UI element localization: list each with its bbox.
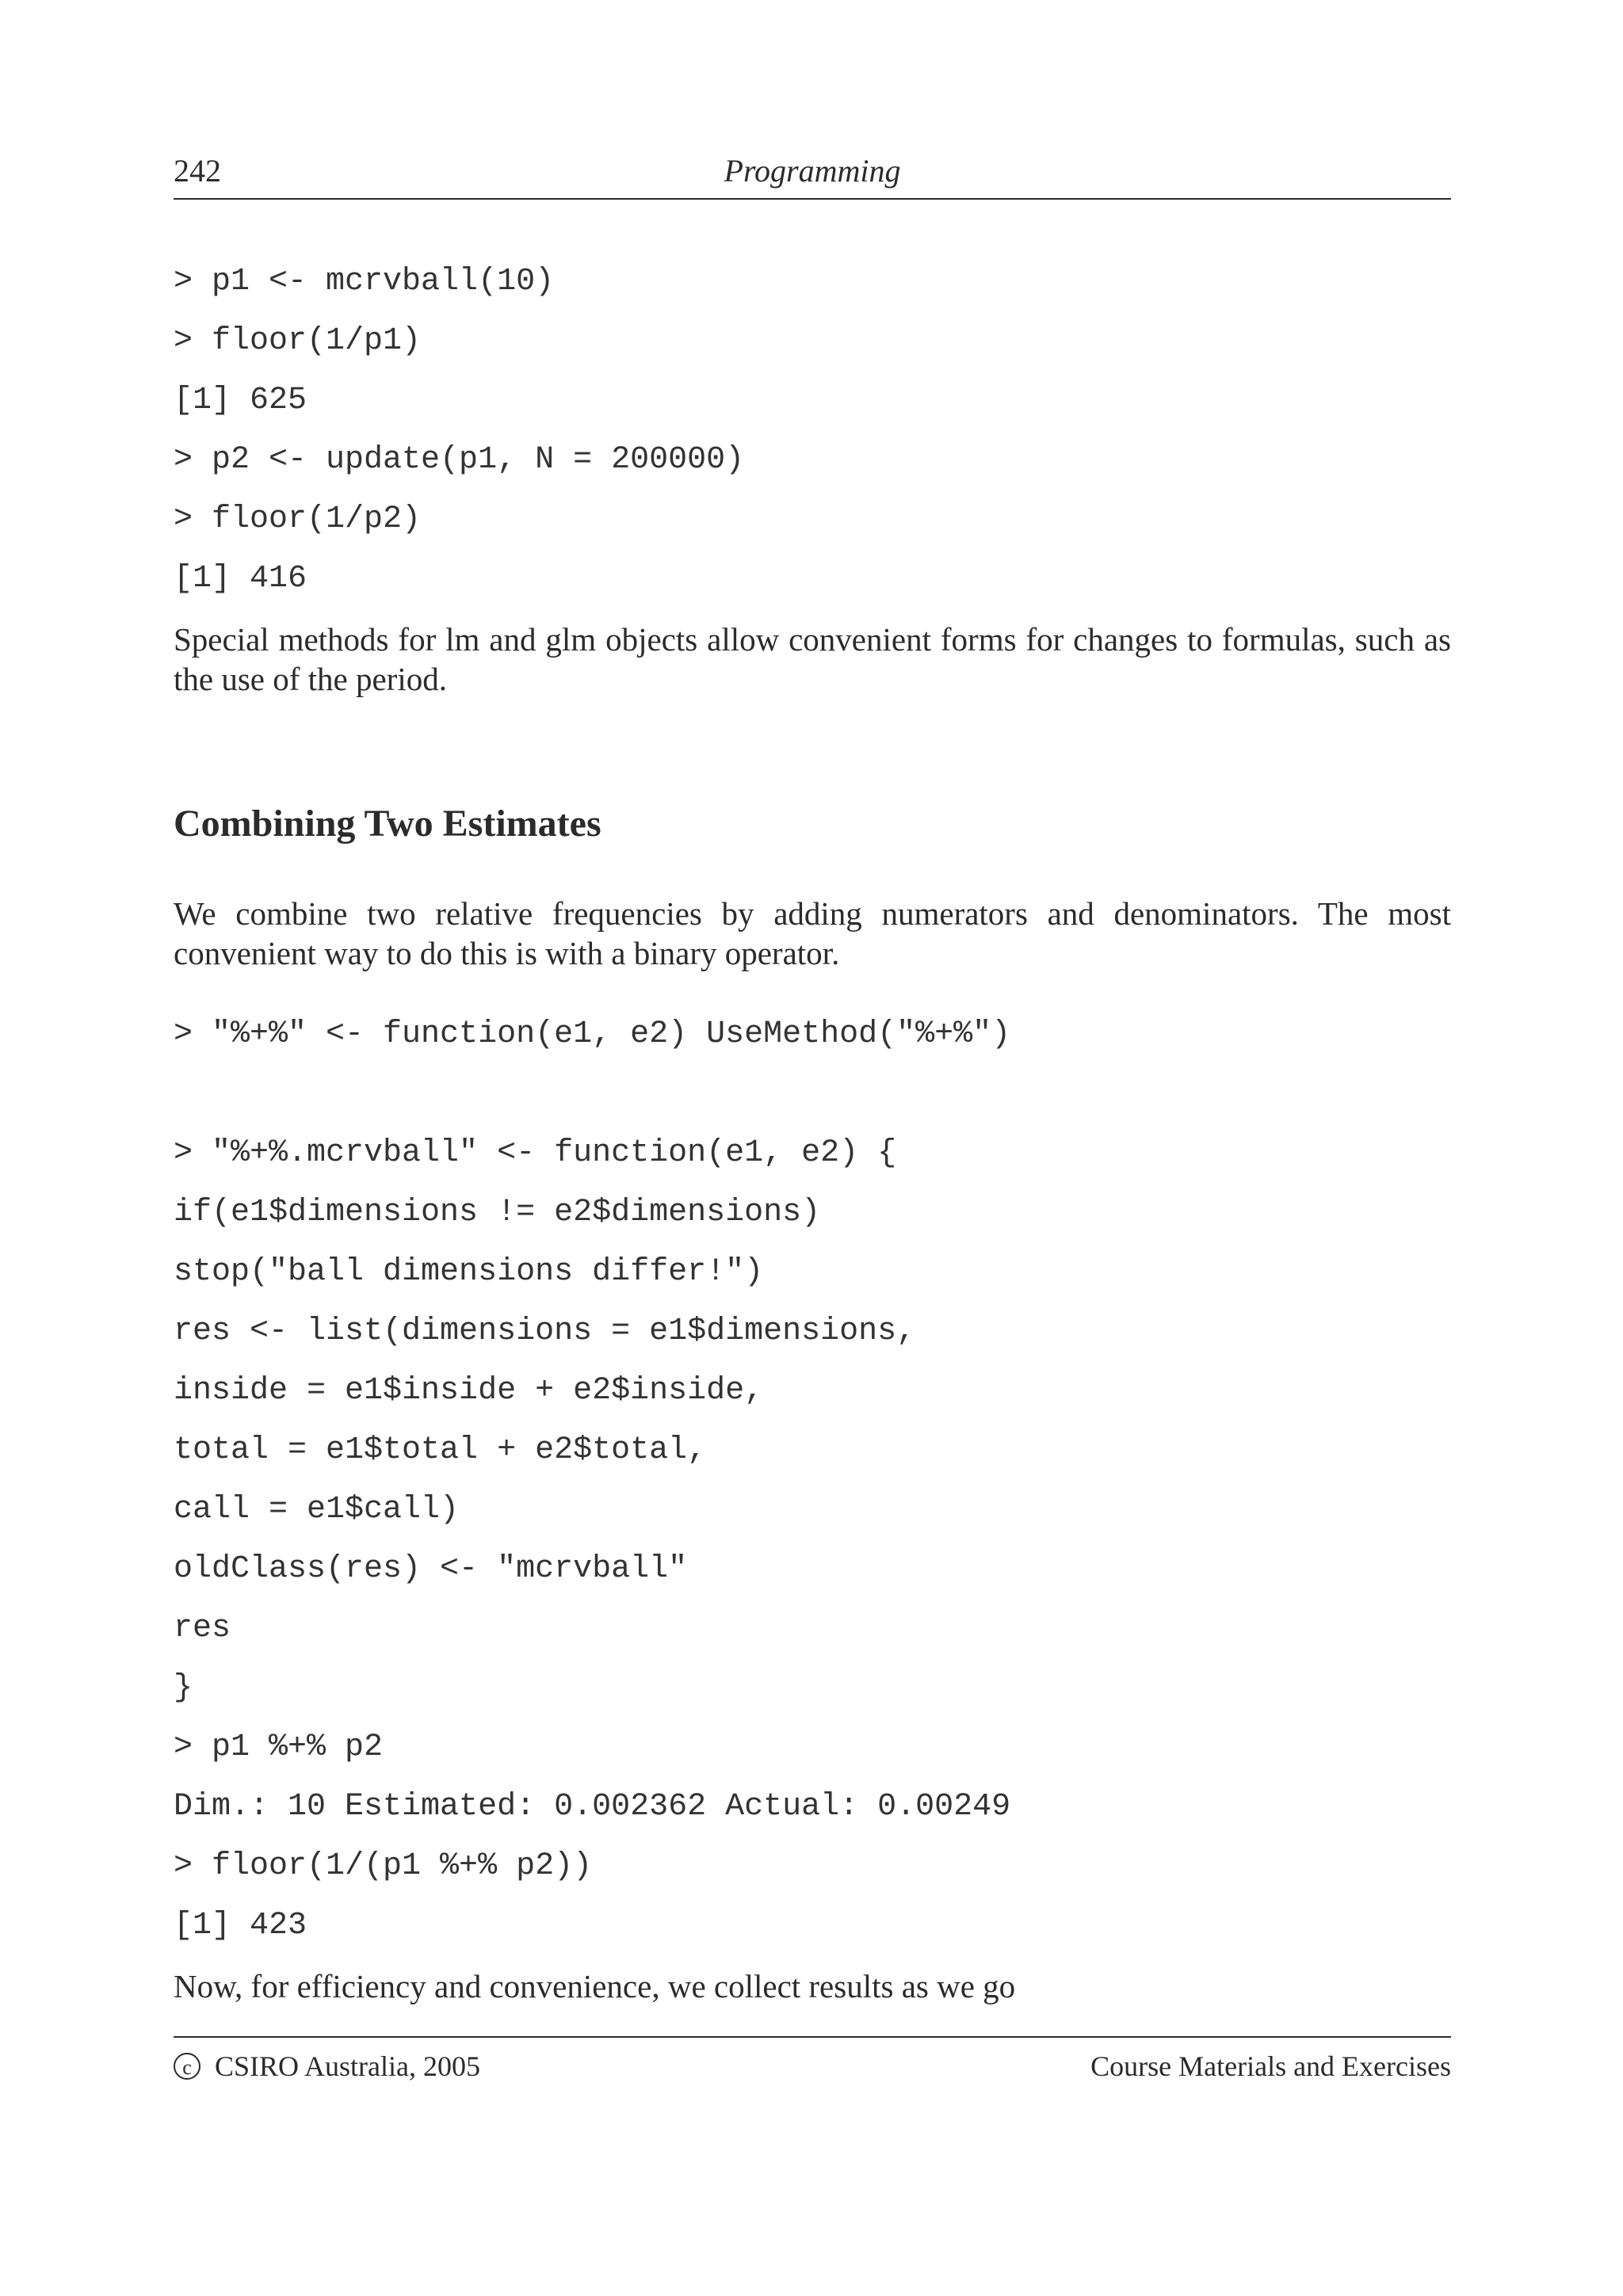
- code-line: > floor(1/p2): [174, 502, 422, 537]
- code-line: stop("ball dimensions differ!"): [174, 1254, 764, 1290]
- section-heading: Combining Two Estimates: [174, 803, 601, 845]
- code-line: call = e1$call): [174, 1492, 460, 1527]
- page-number: 242: [174, 153, 221, 189]
- code-line: oldClass(res) <- "mcrvball": [174, 1551, 688, 1587]
- code-line: [1] 416: [174, 561, 307, 597]
- code-line: > p2 <- update(p1, N = 200000): [174, 442, 745, 478]
- code-line: inside = e1$inside + e2$inside,: [174, 1373, 764, 1409]
- footer-title: Course Materials and Exercises: [1090, 2050, 1451, 2082]
- chapter-title: Programming: [724, 153, 901, 189]
- paragraph: We combine two relative frequencies by adding numerators and denominators. The most convenient way to do this is with a binary operator.: [174, 895, 1451, 971]
- code-line: > "%+%.mcrvball" <- function(e1, e2) {: [174, 1135, 897, 1171]
- code-line: res: [174, 1611, 231, 1646]
- code-line: [1] 625: [174, 383, 307, 418]
- code-line: > floor(1/p1): [174, 323, 422, 359]
- code-line: > p1 %+% p2: [174, 1730, 384, 1765]
- paragraph: Now, for efficiency and convenience, we collect results as we go: [174, 1968, 1016, 2004]
- copyright-notice: [174, 2049, 480, 2084]
- code-line: if(e1$dimensions != e2$dimensions): [174, 1195, 821, 1230]
- document-page: [174, 0, 1451, 2296]
- paragraph: Special methods for lm and glm objects allow convenient forms for changes to formulas, such as the use of the period.: [174, 621, 1451, 697]
- code-line: > "%+%" <- function(e1, e2) UseMethod("%+%"): [174, 1016, 1011, 1052]
- page-footer: [174, 2036, 1451, 2093]
- code-line: > floor(1/(p1 %+% p2)): [174, 1848, 593, 1884]
- copyright-icon: c: [174, 2053, 200, 2080]
- code-line: total = e1$total + e2$total,: [174, 1432, 707, 1468]
- code-line: res <- list(dimensions = e1$dimensions,: [174, 1314, 916, 1349]
- code-line: Dim.: 10 Estimated: 0.002362 Actual: 0.00249: [174, 1789, 1011, 1825]
- code-line: > p1 <- mcrvball(10): [174, 264, 555, 299]
- running-header: [174, 151, 1451, 200]
- copyright-text: CSIRO Australia, 2005: [215, 2050, 481, 2082]
- code-line: }: [174, 1670, 193, 1706]
- code-line: [1] 423: [174, 1908, 307, 1943]
